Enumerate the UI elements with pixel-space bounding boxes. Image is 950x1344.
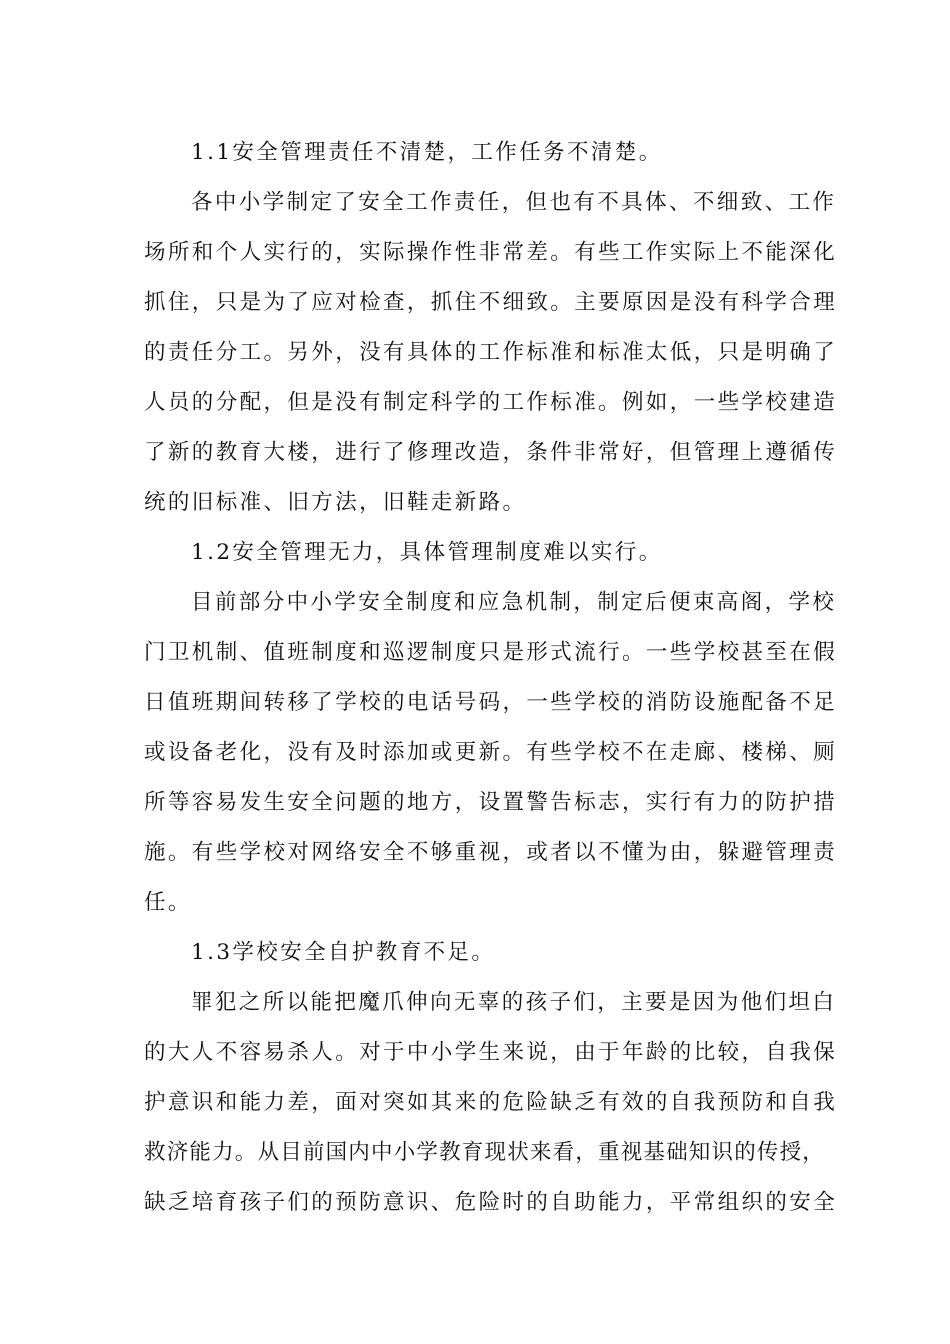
paragraph-line: 各中小学制定了安全工作责任，但也有不具体、不细致、工作 bbox=[191, 190, 837, 215]
section-paragraph-1-3 bbox=[144, 978, 838, 1228]
paragraph-line: 抓住，只是为了应对检查，抓住不细致。主要原因是没有科学合理 bbox=[144, 290, 838, 315]
paragraph-line: 人员的分配，但是没有制定科学的工作标准。例如，一些学校建造 bbox=[144, 390, 838, 415]
section-paragraph-1-1 bbox=[144, 178, 838, 528]
paragraph-line: 或设备老化，没有及时添加或更新。有些学校不在走廊、楼梯、厕 bbox=[144, 740, 838, 765]
document-body bbox=[144, 128, 838, 1228]
paragraph-line: 罪犯之所以能把魔爪伸向无辜的孩子们，主要是因为他们坦白 bbox=[191, 990, 837, 1015]
section-heading-1-2: 1.2安全管理无力，具体管理制度难以实行。 bbox=[191, 540, 663, 565]
paragraph-line: 目前部分中小学安全制度和应急机制，制定后便束高阁，学校 bbox=[191, 590, 837, 615]
paragraph-line: 缺乏培育孩子们的预防意识、危险时的自助能力，平常组织的安全 bbox=[144, 1190, 838, 1215]
paragraph-line: 日值班期间转移了学校的电话号码，一些学校的消防设施配备不足 bbox=[144, 690, 838, 715]
paragraph-line: 的责任分工。另外，没有具体的工作标准和标准太低，只是明确了 bbox=[144, 340, 838, 365]
section-paragraph-1-2 bbox=[144, 578, 838, 928]
paragraph-line: 场所和个人实行的，实际操作性非常差。有些工作实际上不能深化 bbox=[144, 240, 838, 265]
paragraph-line: 了新的教育大楼，进行了修理改造，条件非常好，但管理上遵循传 bbox=[144, 440, 838, 465]
section-heading-1-1: 1.1安全管理责任不清楚，工作任务不清楚。 bbox=[191, 140, 663, 165]
paragraph-line: 护意识和能力差，面对突如其来的危险缺乏有效的自我预防和自我 bbox=[144, 1090, 838, 1115]
paragraph-line: 任。 bbox=[144, 890, 192, 915]
paragraph-line: 门卫机制、值班制度和巡逻制度只是形式流行。一些学校甚至在假 bbox=[144, 640, 838, 665]
section-heading-1-3: 1.3学校安全自护教育不足。 bbox=[191, 940, 496, 965]
paragraph-line: 统的旧标准、旧方法，旧鞋走新路。 bbox=[144, 490, 527, 515]
paragraph-line: 救济能力。从目前国内中小学教育现状来看，重视基础知识的传授， bbox=[144, 1140, 826, 1165]
paragraph-line: 所等容易发生安全问题的地方，设置警告标志，实行有力的防护措 bbox=[144, 790, 838, 815]
paragraph-line: 施。有些学校对网络安全不够重视，或者以不懂为由，躲避管理责 bbox=[144, 840, 838, 865]
paragraph-line: 的大人不容易杀人。对于中小学生来说，由于年龄的比较，自我保 bbox=[144, 1040, 838, 1065]
